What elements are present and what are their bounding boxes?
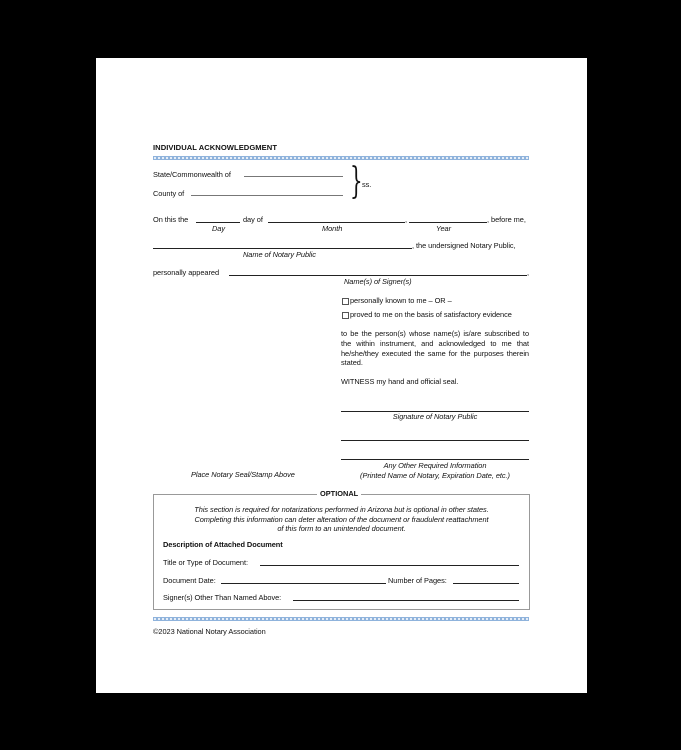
month-caption: Month [322, 224, 343, 233]
optional-notice-line-1: This section is required for notarizations performed in Arizona but is optional in other states. [194, 505, 489, 514]
venue-brace-icon: } [350, 161, 363, 202]
day-caption: Day [212, 224, 225, 233]
month-field[interactable] [268, 222, 405, 223]
other-info-caption-detail: (Printed Name of Notary, Expiration Date, etc.) [360, 471, 510, 480]
personally-appeared-label: personally appeared [153, 268, 220, 277]
notary-name-caption: Name of Notary Public [243, 250, 316, 259]
satisfactory-evidence-checkbox[interactable] [342, 312, 349, 319]
document-title-field[interactable] [260, 565, 519, 566]
optional-notice-line-2: Completing this information can deter alteration of the document or fraudulent reattachment [194, 515, 489, 524]
year-field[interactable] [409, 222, 487, 223]
top-dotted-rule [153, 156, 529, 160]
on-this-the-label: On this the [153, 215, 189, 224]
undersigned-label: , the undersigned Notary Public, [412, 241, 516, 250]
personally-known-label: personally known to me – OR – [350, 296, 452, 305]
signer-names-caption: Name(s) of Signer(s) [344, 277, 412, 286]
county-label: County of [153, 189, 185, 198]
document-date-field[interactable] [221, 583, 386, 584]
copyright-footer: ©2023 National Notary Association [153, 627, 266, 636]
month-comma: , [405, 215, 408, 224]
signer-names-field[interactable] [229, 275, 527, 276]
day-field[interactable] [196, 222, 240, 223]
document-date-label: Document Date: [163, 576, 216, 585]
document-title-label: Title or Type of Document: [163, 558, 248, 567]
before-me-label: , before me, [487, 215, 526, 224]
witness-statement: WITNESS my hand and official seal. [341, 377, 459, 386]
bottom-dotted-rule [153, 617, 529, 621]
acknowledgment-paragraph: to be the person(s) whose name(s) is/are subscribed to the within instrument, and acknowledged to me that he/she/they executed the same for the purposes therein stated. [341, 329, 529, 368]
optional-label: OPTIONAL [317, 489, 361, 498]
appeared-comma: , [527, 268, 530, 277]
day-of-label: day of [243, 215, 263, 224]
optional-notice-line-3: of this form to an unintended document. [277, 524, 406, 533]
year-caption: Year [436, 224, 452, 233]
document-page [96, 58, 587, 693]
county-field[interactable] [191, 195, 343, 196]
other-info-field-1[interactable] [341, 440, 529, 441]
other-info-caption: Any Other Required Information [383, 461, 487, 470]
form-title: INDIVIDUAL ACKNOWLEDGMENT [153, 143, 278, 152]
ss-label: ss. [362, 180, 372, 189]
personally-known-checkbox[interactable] [342, 298, 349, 305]
signature-caption: Signature of Notary Public [392, 412, 478, 421]
seal-caption: Place Notary Seal/Stamp Above [191, 470, 295, 479]
other-signers-label: Signer(s) Other Than Named Above: [163, 593, 282, 602]
state-field[interactable] [244, 176, 343, 177]
attached-document-heading: Description of Attached Document [163, 540, 283, 549]
notary-name-field[interactable] [153, 248, 412, 249]
number-of-pages-label: Number of Pages: [388, 576, 447, 585]
other-info-field-2[interactable] [341, 459, 529, 460]
satisfactory-evidence-label: proved to me on the basis of satisfactory evidence [350, 310, 512, 319]
number-of-pages-field[interactable] [453, 583, 519, 584]
state-label: State/Commonwealth of [153, 170, 231, 179]
other-signers-field[interactable] [293, 600, 519, 601]
